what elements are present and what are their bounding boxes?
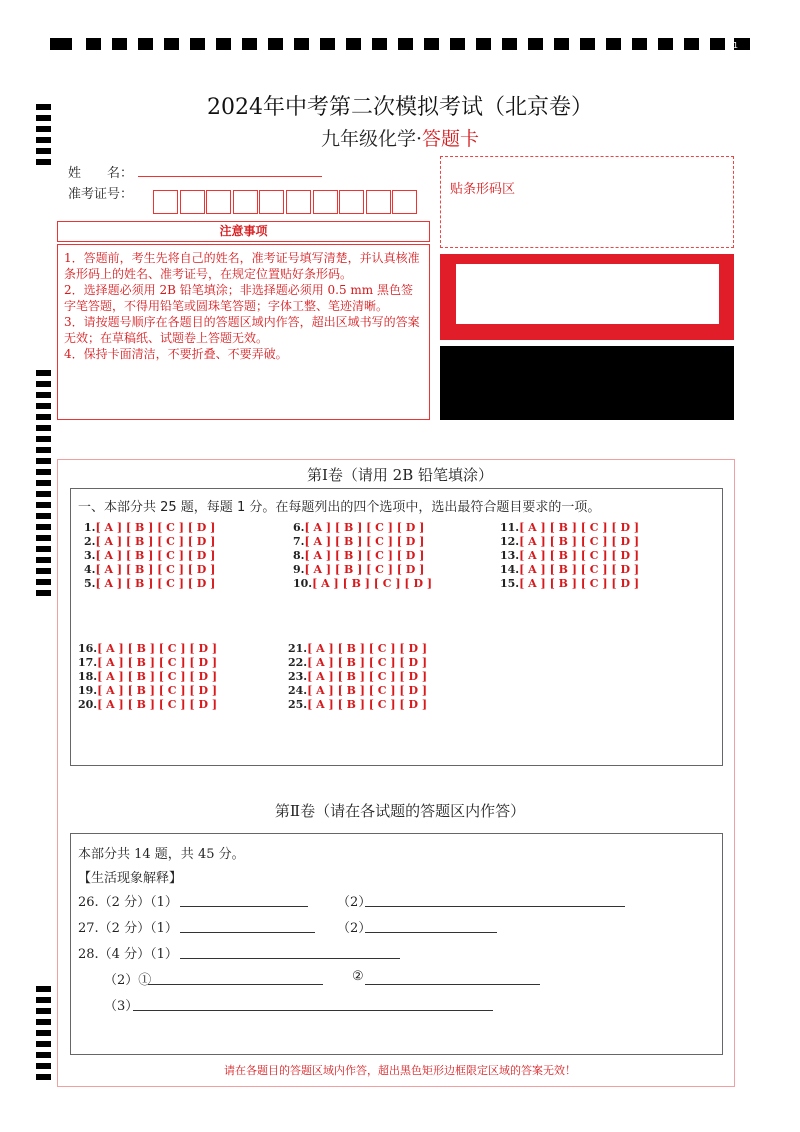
subtitle-main: 九年级化学· — [320, 128, 423, 150]
timing-mark — [528, 38, 543, 50]
question-number: 5. — [84, 577, 96, 590]
answer-options[interactable]: [ A ] [ B ] [ C ] [ D ] — [519, 549, 640, 562]
timing-mark — [684, 38, 699, 50]
missing-exam-mark-inner — [456, 264, 719, 324]
answer-options[interactable]: [ A ] [ B ] [ C ] [ D ] — [519, 535, 640, 548]
timing-mark — [372, 38, 387, 50]
notice-item: 2．选择题必须用 2B 铅笔填涂；非选择题必须用 0.5 mm 黑色签字笔答题，不得用铅笔或圆珠笔答题；字体工整、笔迹清晰。 — [64, 283, 414, 313]
timing-mark — [216, 38, 231, 50]
choice-question-2[interactable] — [84, 535, 215, 549]
exam-id-digit-box[interactable] — [366, 190, 391, 214]
q28-answer-line-1[interactable] — [180, 958, 400, 959]
section-heading: 【生活现象解释】 — [78, 871, 183, 886]
q28-label-3: （3） — [104, 999, 139, 1014]
page-subtitle — [0, 124, 800, 151]
id-label: 准考证号： — [68, 187, 134, 202]
answer-options[interactable]: [ A ] [ B ] [ C ] [ D ] — [307, 698, 428, 711]
notice-item: 1．答题前，考生先将自己的姓名，准考证号填写清楚，并认真核准条形码上的姓名、准考证号，在规定位置贴好条形码。 — [64, 251, 420, 281]
choice-question-11[interactable] — [500, 521, 639, 535]
choice-question-21[interactable] — [288, 642, 427, 656]
timing-mark — [50, 38, 72, 50]
notice-body — [57, 244, 430, 420]
timing-mark — [450, 38, 465, 50]
choice-question-8[interactable] — [293, 549, 424, 563]
question-number: 8. — [293, 549, 305, 562]
choice-question-15[interactable] — [500, 577, 639, 591]
exam-id-digit-box[interactable] — [392, 190, 417, 214]
timing-mark — [606, 38, 621, 50]
timing-mark-bar-left — [36, 0, 51, 1132]
choice-question-19[interactable] — [78, 684, 217, 698]
timing-mark — [242, 38, 257, 50]
question-number: 11. — [500, 521, 520, 534]
timing-mark — [36, 579, 51, 585]
choice-question-25[interactable] — [288, 698, 427, 712]
q28-label-2: （2）① — [104, 973, 152, 988]
answer-options[interactable]: [ A ] [ B ] [ C ] [ D ] — [97, 656, 218, 669]
question-number: 18. — [78, 670, 98, 683]
q28-answer-line-2a[interactable] — [148, 984, 323, 985]
q26-answer-line-1[interactable] — [180, 906, 308, 907]
timing-mark — [36, 1052, 51, 1058]
timing-mark — [36, 1008, 51, 1014]
timing-mark — [424, 38, 439, 50]
timing-mark — [36, 557, 51, 563]
timing-mark — [398, 38, 413, 50]
choice-question-16[interactable] — [78, 642, 217, 656]
q28-answer-line-2b[interactable] — [365, 984, 540, 985]
exam-id-digit-box[interactable] — [339, 190, 364, 214]
choice-question-14[interactable] — [500, 563, 639, 577]
answer-options[interactable]: [ A ] [ B ] [ C ] [ D ] — [307, 656, 428, 669]
q27-label: 27.（2 分）（1） — [78, 921, 178, 936]
question-number: 6. — [293, 521, 305, 534]
timing-mark — [36, 546, 51, 552]
q26-label-2: （2） — [337, 895, 372, 910]
choice-question-1[interactable] — [84, 521, 215, 535]
timing-mark — [36, 1041, 51, 1047]
timing-mark — [36, 502, 51, 508]
timing-mark — [36, 392, 51, 398]
footer-warning: 请在各题目的答题区域内作答，超出黑色矩形边框限定区域的答案无效！ — [224, 1064, 576, 1077]
choice-question-23[interactable] — [288, 670, 427, 684]
answer-options[interactable]: [ A ] [ B ] [ C ] [ D ] — [307, 642, 428, 655]
black-positioning-block — [440, 346, 734, 420]
choice-question-3[interactable] — [84, 549, 215, 563]
answer-options[interactable]: [ A ] [ B ] [ C ] [ D ] — [97, 698, 218, 711]
question-number: 10. — [293, 577, 313, 590]
answer-options[interactable]: [ A ] [ B ] [ C ] [ D ] — [312, 577, 433, 590]
answer-options[interactable]: [ A ] [ B ] [ C ] [ D ] — [519, 577, 640, 590]
page-title: 2024年中考第二次模拟考试（北京卷） — [207, 95, 593, 120]
timing-mark — [164, 38, 179, 50]
question-number: 25. — [288, 698, 308, 711]
question-number: 15. — [500, 577, 520, 590]
answer-options[interactable]: [ A ] [ B ] [ C ] [ D ] — [307, 684, 428, 697]
timing-mark — [632, 38, 647, 50]
choice-question-13[interactable] — [500, 549, 639, 563]
q28-label: 28.（4 分）（1） — [78, 947, 178, 962]
answer-options[interactable]: [ A ] [ B ] [ C ] [ D ] — [304, 521, 425, 534]
timing-mark — [294, 38, 309, 50]
timing-mark — [580, 38, 595, 50]
question-number: 7. — [293, 535, 305, 548]
timing-mark — [36, 1030, 51, 1036]
timing-mark — [86, 38, 101, 50]
timing-mark — [36, 414, 51, 420]
question-number: 13. — [500, 549, 520, 562]
choice-question-24[interactable] — [288, 684, 427, 698]
timing-mark — [268, 38, 283, 50]
choice-question-7[interactable] — [293, 535, 424, 549]
exam-id-digit-box[interactable] — [313, 190, 338, 214]
q27-label-2: （2） — [337, 921, 372, 936]
answer-options[interactable]: [ A ] [ B ] [ C ] [ D ] — [304, 535, 425, 548]
choice-question-12[interactable] — [500, 535, 639, 549]
timing-mark — [112, 38, 127, 50]
part1-title: 第Ⅰ卷（请用 2B 铅笔填涂） — [306, 466, 494, 484]
choice-question-6[interactable] — [293, 521, 424, 535]
timing-mark — [36, 997, 51, 1003]
answer-options[interactable]: [ A ] [ B ] [ C ] [ D ] — [97, 670, 218, 683]
timing-mark — [36, 524, 51, 530]
timing-mark — [36, 403, 51, 409]
notice-heading: 注意事项 — [57, 221, 430, 242]
choice-question-4[interactable] — [84, 563, 215, 577]
timing-mark — [346, 38, 361, 50]
question-number: 23. — [288, 670, 308, 683]
barcode-label: 贴条形码区 — [450, 182, 516, 197]
timing-mark — [554, 38, 569, 50]
timing-mark — [138, 38, 153, 50]
q26-answer-line-2[interactable] — [365, 906, 625, 907]
answer-options[interactable]: [ A ] [ B ] [ C ] [ D ] — [95, 577, 216, 590]
exam-id-digit-box[interactable] — [259, 190, 284, 214]
question-number: 22. — [288, 656, 308, 669]
choice-question-9[interactable] — [293, 563, 424, 577]
answer-options[interactable]: [ A ] [ B ] [ C ] [ D ] — [519, 563, 640, 576]
timing-mark — [36, 159, 51, 165]
q27-answer-line-2[interactable] — [365, 932, 497, 933]
answer-options[interactable]: [ A ] [ B ] [ C ] [ D ] — [97, 684, 218, 697]
question-number: 24. — [288, 684, 308, 697]
answer-options[interactable]: [ A ] [ B ] [ C ] [ D ] — [95, 535, 216, 548]
subtitle-red: 答题卡 — [422, 128, 480, 150]
q28-answer-line-3[interactable] — [133, 1010, 493, 1011]
timing-mark — [36, 491, 51, 497]
part1-instruction: 一、本部分共 25 题，每题 1 分。在每题列出的四个选项中，选出最符合题目要求的一项。 — [78, 500, 601, 515]
answer-options[interactable]: [ A ] [ B ] [ C ] [ D ] — [304, 563, 425, 576]
exam-id-digit-box[interactable] — [286, 190, 311, 214]
q27-answer-line-1[interactable] — [180, 932, 315, 933]
choice-question-22[interactable] — [288, 656, 427, 670]
exam-id-digit-box[interactable] — [180, 190, 205, 214]
notice-item: 4．保持卡面清洁，不要折叠、不要弄破。 — [64, 347, 288, 361]
choice-question-18[interactable] — [78, 670, 217, 684]
question-number: 9. — [293, 563, 305, 576]
question-number: 19. — [78, 684, 98, 697]
question-number: 12. — [500, 535, 520, 548]
q28-label-2b: ② — [352, 969, 364, 984]
timing-mark-bar-top — [50, 38, 750, 52]
timing-mark — [36, 425, 51, 431]
answer-options[interactable]: [ A ] [ B ] [ C ] [ D ] — [519, 521, 640, 534]
choice-question-5[interactable] — [84, 577, 215, 591]
timing-mark — [36, 590, 51, 596]
timing-mark — [320, 38, 335, 50]
answer-options[interactable]: [ A ] [ B ] [ C ] [ D ] — [95, 563, 216, 576]
name-field[interactable] — [138, 176, 322, 177]
name-label: 姓 名： — [68, 166, 134, 181]
timing-mark — [36, 447, 51, 453]
timing-mark — [36, 370, 51, 376]
question-number: 17. — [78, 656, 98, 669]
question-number: 16. — [78, 642, 98, 655]
timing-mark — [36, 986, 51, 992]
timing-mark — [36, 568, 51, 574]
question-number: 4. — [84, 563, 96, 576]
answer-options[interactable]: [ A ] [ B ] [ C ] [ D ] — [95, 549, 216, 562]
question-number: 21. — [288, 642, 308, 655]
timing-mark — [36, 535, 51, 541]
question-number: 1. — [84, 521, 96, 534]
barcode-area — [440, 156, 734, 248]
timing-mark — [710, 38, 725, 50]
timing-mark — [476, 38, 491, 50]
q26-label: 26.（2 分）（1） — [78, 895, 178, 910]
timing-mark — [36, 513, 51, 519]
part2-title: 第Ⅱ卷（请在各试题的答题区内作答） — [274, 802, 526, 820]
timing-mark — [36, 436, 51, 442]
choice-question-10[interactable] — [293, 577, 432, 591]
timing-mark — [658, 38, 673, 50]
part2-intro: 本部分共 14 题，共 45 分。 — [78, 847, 245, 862]
answer-options[interactable]: [ A ] [ B ] [ C ] [ D ] — [307, 670, 428, 683]
question-number: 20. — [78, 698, 98, 711]
choice-question-17[interactable] — [78, 656, 217, 670]
timing-mark — [36, 381, 51, 387]
timing-mark — [36, 1019, 51, 1025]
exam-id-digit-box[interactable] — [153, 190, 178, 214]
timing-mark — [502, 38, 517, 50]
question-number: 3. — [84, 549, 96, 562]
exam-id-digit-box[interactable] — [233, 190, 258, 214]
page-number: 1 — [733, 41, 739, 50]
question-number: 2. — [84, 535, 96, 548]
choice-question-20[interactable] — [78, 698, 217, 712]
exam-id-digit-box[interactable] — [206, 190, 231, 214]
answer-options[interactable]: [ A ] [ B ] [ C ] [ D ] — [97, 642, 218, 655]
notice-item: 3．请按题号顺序在各题目的答题区域内作答，超出区域书写的答案无效；在草稿纸、试题卷上答题无效。 — [64, 315, 420, 345]
answer-options[interactable]: [ A ] [ B ] [ C ] [ D ] — [304, 549, 425, 562]
missing-exam-mark-block — [440, 254, 734, 340]
timing-mark — [190, 38, 205, 50]
question-number: 14. — [500, 563, 520, 576]
answer-options[interactable]: [ A ] [ B ] [ C ] [ D ] — [95, 521, 216, 534]
